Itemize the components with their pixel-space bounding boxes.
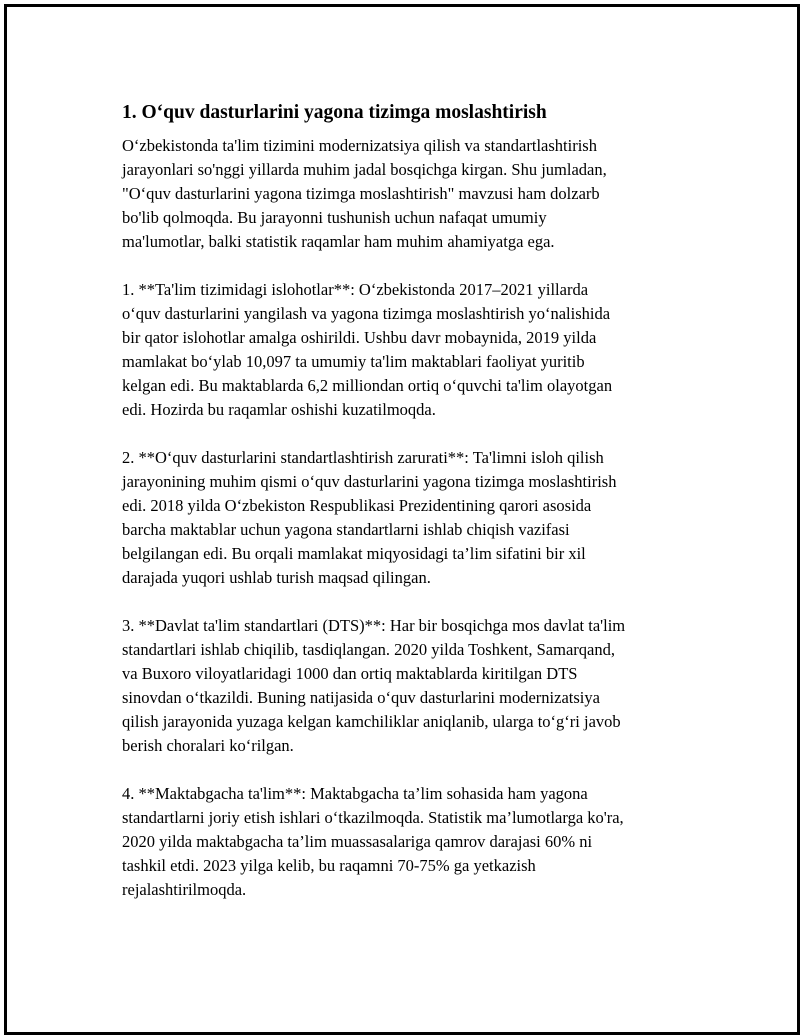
text-line: sinovdan o‘tkazildi. Buning natijasida o‘quv dasturlarini modernizatsiya: [122, 688, 600, 707]
text-line: rejalashtirilmoqda.: [122, 880, 247, 899]
text-line: standartlarni joriy etish ishlari o‘tkazilmoqda. Statistik ma’lumotlarga ko'ra,: [122, 808, 624, 827]
text-line: va Buxoro viloyatlaridagi 1000 dan ortiq maktablarda kiritilgan DTS: [122, 664, 578, 683]
text-line: edi. 2018 yilda O‘zbekiston Respublikasi Prezidentining qarori asosida: [122, 496, 592, 515]
text-line: 4. **Maktabgacha ta'lim**: Maktabgacha ta’lim sohasida ham yagona: [122, 784, 588, 803]
paragraph-dts: [122, 614, 692, 758]
text-line: ma'lumotlar, balki statistik raqamlar ham muhim ahamiyatga ega.: [122, 232, 555, 251]
text-line: mamlakat bo‘ylab 10,097 ta umumiy ta'lim maktablari faoliyat yuritib: [122, 352, 585, 371]
text-line: barcha maktablar uchun yagona standartlarni ishlab chiqish vazifasi: [122, 520, 570, 539]
paragraph-intro: [122, 134, 692, 254]
paragraph-standardization: [122, 446, 692, 590]
text-line: jarayonining muhim qismi o‘quv dasturlarini yagona tizimga moslashtirish: [122, 472, 617, 491]
document-title: 1. O‘quv dasturlarini yagona tizimga moslashtirish: [122, 102, 547, 123]
text-line: belgilangan edi. Bu orqali mamlakat miqyosidagi ta’lim sifatini bir xil: [122, 544, 586, 563]
text-line: bir qator islohotlar amalga oshirildi. Ushbu davr mobaynida, 2019 yilda: [122, 328, 597, 347]
paragraph-preschool: [122, 782, 692, 902]
text-line: standartlari ishlab chiqilib, tasdiqlangan. 2020 yilda Toshkent, Samarqand,: [122, 640, 615, 659]
text-line: o‘quv dasturlarini yangilash va yagona tizimga moslashtirish yo‘nalishida: [122, 304, 611, 323]
page-frame: [4, 4, 800, 1035]
text-line: qilish jarayonida yuzaga kelgan kamchiliklar aniqlanib, ularga to‘g‘ri javob: [122, 712, 621, 731]
text-line: edi. Hozirda bu raqamlar oshishi kuzatilmoqda.: [122, 400, 436, 419]
text-line: jarayonlari so'nggi yillarda muhim jadal bosqichga kirgan. Shu jumladan,: [122, 160, 607, 179]
text-line: "O‘quv dasturlarini yagona tizimga moslashtirish" mavzusi ham dolzarb: [122, 184, 600, 203]
text-line: bo'lib qolmoqda. Bu jarayonni tushunish uchun nafaqat umumiy: [122, 208, 547, 227]
paragraph-reforms: [122, 278, 692, 422]
text-line: 2020 yilda maktabgacha ta’lim muassasalariga qamrov darajasi 60% ni: [122, 832, 593, 851]
text-line: 2. **O‘quv dasturlarini standartlashtirish zarurati**: Ta'limni isloh qilish: [122, 448, 604, 467]
text-line: darajada yuqori ushlab turish maqsad qilingan.: [122, 568, 431, 587]
text-line: berish choralari ko‘rilgan.: [122, 736, 294, 755]
document-body: [122, 99, 692, 926]
text-line: 1. **Ta'lim tizimidagi islohotlar**: O‘zbekistonda 2017–2021 yillarda: [122, 280, 589, 299]
text-line: 3. **Davlat ta'lim standartlari (DTS)**: Har bir bosqichga mos davlat ta'lim: [122, 616, 626, 635]
text-line: O‘zbekistonda ta'lim tizimini modernizatsiya qilish va standartlashtirish: [122, 136, 597, 155]
text-line: tashkil etdi. 2023 yilga kelib, bu raqamni 70-75% ga yetkazish: [122, 856, 536, 875]
text-line: kelgan edi. Bu maktablarda 6,2 milliondan ortiq o‘quvchi ta'lim olayotgan: [122, 376, 613, 395]
